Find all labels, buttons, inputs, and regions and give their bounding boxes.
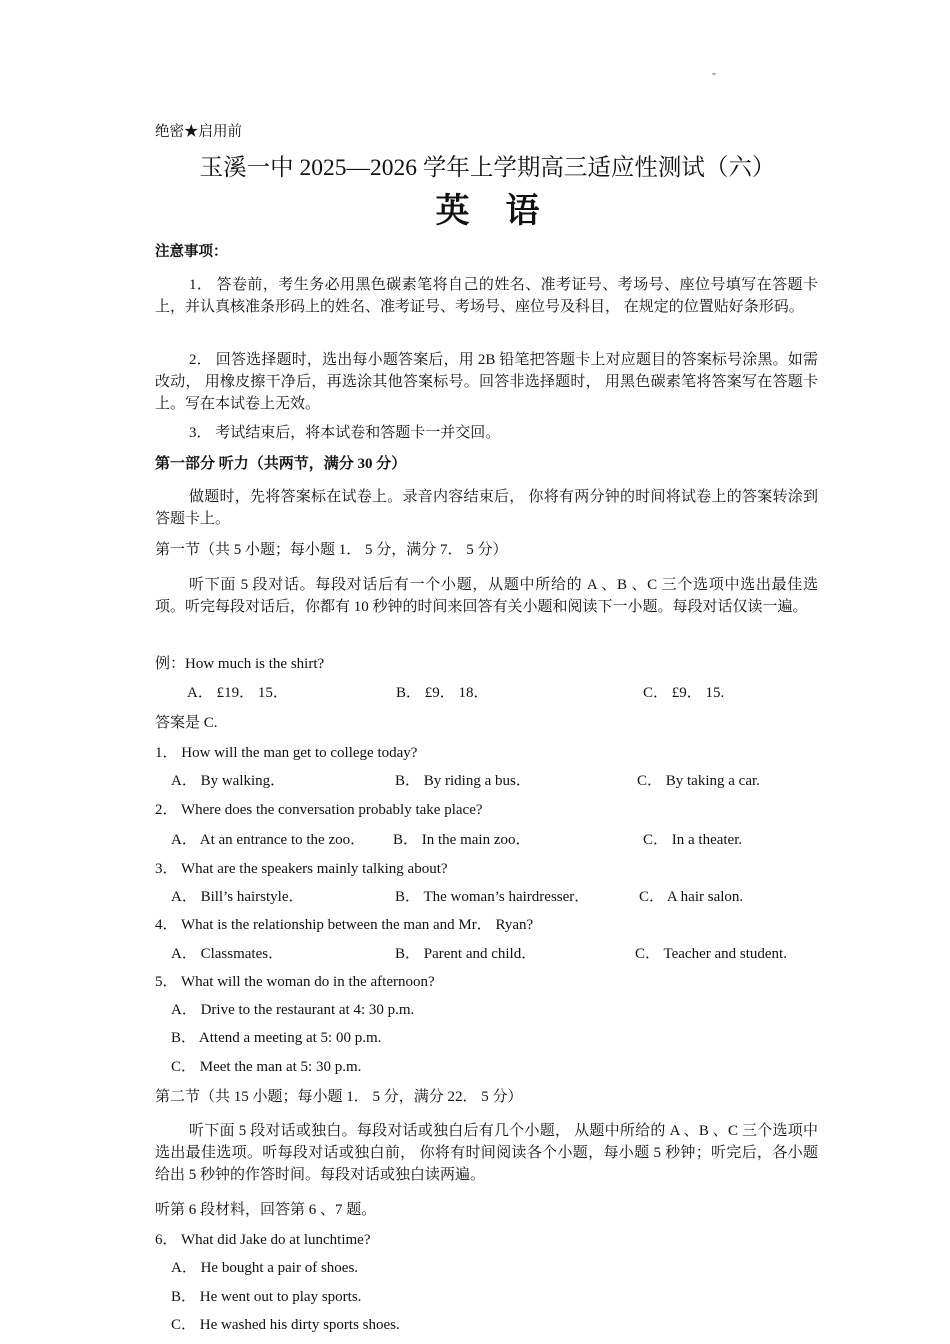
example-option-a: A． £19． 15． (187, 685, 288, 701)
top-mark: " (712, 72, 717, 83)
part1-heading: 第一部分 听力（共两节，满分 30 分） (155, 456, 407, 472)
q3-option-a: A． Bill’s hairstyle． (171, 889, 304, 905)
example-option-c: C． £9． 15. (643, 685, 725, 701)
example-question: 例：How much is the shirt? (155, 656, 325, 672)
section2-heading: 第二节（共 15 小题；每小题 1． 5 分，满分 22． 5 分） (155, 1089, 523, 1105)
question-4: 4． What is the relationship between the man and Mr． Ryan? (155, 917, 534, 933)
part1-intro: 做题时，先将答案标在试卷上。录音内容结束后， 你将有两分钟的时间将试卷上的答案转涂到答题卡上。 (155, 489, 818, 527)
q1-option-b: B． By riding a bus． (395, 773, 531, 789)
q6-option-b: B． He went out to play sports. (171, 1289, 362, 1305)
section1-heading: 第一节（共 5 小题；每小题 1． 5 分，满分 7． 5 分） (155, 542, 508, 558)
example-answer: 答案是 C. (155, 715, 218, 731)
subject-title: 英语 (435, 193, 576, 230)
question-1: 1． How will the man get to college today? (155, 745, 418, 761)
q3-option-c: C． A hair salon. (639, 889, 744, 905)
q4-option-a: A． Classmates． (171, 946, 284, 962)
q2-option-a: A． At an entrance to the zoo． (171, 832, 366, 848)
q5-option-a: A． Drive to the restaurant at 4: 30 p.m. (171, 1002, 415, 1018)
question-3: 3． What are the speakers mainly talking about? (155, 861, 448, 877)
q4-option-c: C． Teacher and student. (635, 946, 787, 962)
question-5: 5． What will the woman do in the afternoon? (155, 974, 435, 990)
q6-option-c: C． He washed his dirty sports shoes. (171, 1317, 400, 1333)
q2-option-b: B． In the main zoo． (393, 832, 531, 848)
q1-option-c: C． By taking a car. (637, 773, 760, 789)
question-6: 6． What did Jake do at lunchtime? (155, 1232, 371, 1248)
section2-intro: 听下面 5 段对话或独白。每段对话或独白后有几个小题， 从题中所给的 A 、B 、C 三个选项中选出最佳选项。听每段对话或独白前， 你将有时间阅读各个小题，每小题 5 秒钟；听完后，各小题给出 5 秒钟的作答时间。每段对话或独白读两遍。 (155, 1123, 818, 1183)
section1-intro: 听下面 5 段对话。每段对话后有一个小题，从题中所给的 A 、B 、C 三个选项中选出最佳选项。听完每段对话后，你都有 10 秒钟的时间来回答有关小题和阅读下一小题。每段对话仅读一遍。 (155, 577, 818, 615)
q4-option-b: B． Parent and child． (395, 946, 537, 962)
question-2: 2． Where does the conversation probably take place? (155, 802, 483, 818)
exam-title: 玉溪一中 2025—2026 学年上学期高三适应性测试（六） (199, 155, 776, 181)
notice-item-1: 1． 答卷前，考生务必用黑色碳素笔将自己的姓名、准考证号、考场号、座位号填写在答题卡上，并认真核准条形码上的姓名、准考证号、考场号、座位号及科目， 在规定的位置贴好条形码。 (155, 277, 818, 315)
q1-option-a: A． By walking． (171, 773, 286, 789)
q2-option-c: C． In a theater. (643, 832, 743, 848)
q5-option-c: C． Meet the man at 5: 30 p.m. (171, 1059, 362, 1075)
q6-option-a: A． He bought a pair of shoes. (171, 1260, 359, 1276)
confidential-label: 绝密★启用前 (155, 124, 242, 140)
notice-heading: 注意事项： (155, 244, 228, 260)
q3-option-b: B． The woman’s hairdresser． (395, 889, 590, 905)
q5-option-b: B． Attend a meeting at 5: 00 p.m. (171, 1030, 382, 1046)
example-option-b: B． £9． 18． (396, 685, 489, 701)
material-6-instruction: 听第 6 段材料，回答第 6 、7 题。 (155, 1202, 377, 1218)
notice-item-3: 3． 考试结束后，将本试卷和答题卡一并交回。 (189, 425, 501, 441)
notice-item-2: 2． 回答选择题时，选出每小题答案后，用 2B 铅笔把答题卡上对应题目的答案标号涂黑。如需改动， 用橡皮擦干净后，再选涂其他答案标号。回答非选择题时， 用黑色碳素笔将答案写在答题卡上。写在本试卷上无效。 (155, 352, 818, 412)
